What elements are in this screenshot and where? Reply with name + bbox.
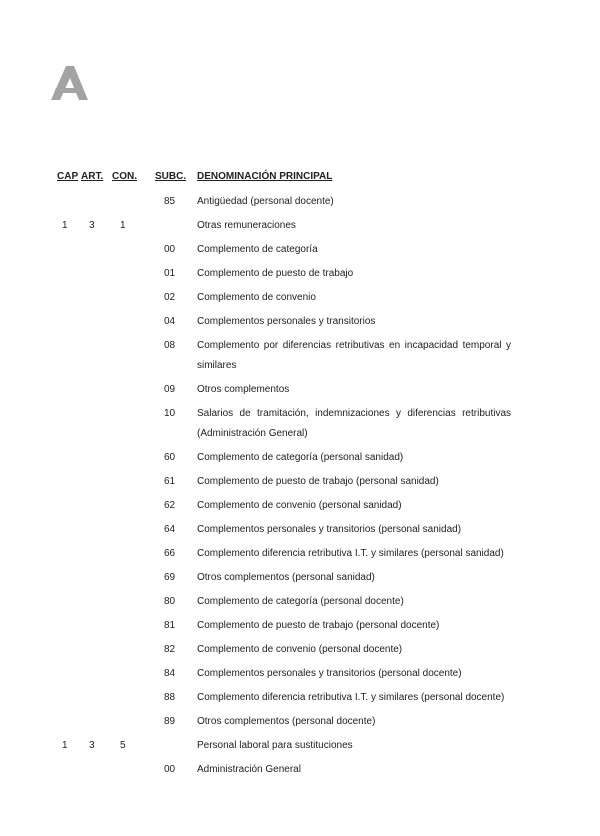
cell-subc: 04	[164, 316, 176, 327]
table-row	[0, 734, 600, 758]
cell-denominacion: Otros complementos (personal sanidad)	[197, 572, 375, 583]
budget-classification-table	[0, 168, 600, 782]
header-denominacion: DENOMINACIÓN PRINCIPAL	[197, 171, 333, 182]
cell-subc: 60	[164, 452, 176, 463]
table-row	[0, 310, 600, 334]
cell-denominacion: Otros complementos	[197, 384, 290, 395]
table-row	[0, 402, 600, 446]
cell-subc: 10	[164, 408, 176, 419]
cell-denominacion: Complementos personales y transitorios (personal docente)	[197, 668, 462, 679]
table-row	[0, 542, 600, 566]
table-row	[0, 758, 600, 782]
cell-denominacion: Otros complementos (personal docente)	[197, 716, 376, 727]
cell-denominacion: Complementos personales y transitorios	[197, 316, 376, 327]
cell-denominacion: Personal laboral para sustituciones	[197, 740, 353, 751]
cell-subc: 88	[164, 692, 176, 703]
cell-subc: 66	[164, 548, 176, 559]
table-row	[0, 638, 600, 662]
header-con: CON.	[112, 171, 137, 182]
cell-denominacion: Complemento diferencia retributiva I.T. y similares (personal docente)	[197, 692, 505, 703]
header-subc: SUBC.	[155, 171, 187, 182]
table-body	[0, 190, 600, 782]
cell-subc: 89	[164, 716, 176, 727]
table-row	[0, 614, 600, 638]
table-row	[0, 686, 600, 710]
table-row	[0, 286, 600, 310]
cell-subc: 69	[164, 572, 176, 583]
cell-denominacion: Antigüedad (personal docente)	[197, 196, 334, 207]
cell-denominacion: Complemento de categoría (personal docente)	[197, 596, 404, 607]
header-cap: CAP	[57, 171, 79, 182]
cell-art: 3	[89, 220, 95, 231]
cell-denominacion: Complemento de puesto de trabajo (personal sanidad)	[197, 476, 439, 487]
table-row	[0, 262, 600, 286]
cell-subc: 81	[164, 620, 176, 631]
table-row	[0, 214, 600, 238]
cell-subc: 80	[164, 596, 176, 607]
cell-cap: 1	[62, 740, 68, 751]
cell-denominacion: Complemento por diferencias retributivas en incapacidad temporal y similares	[197, 340, 511, 371]
table-row	[0, 566, 600, 590]
cell-art: 3	[89, 740, 95, 751]
cell-subc: 61	[164, 476, 176, 487]
table-header	[0, 168, 600, 190]
cell-denominacion: Complemento de convenio	[197, 292, 316, 303]
table-row	[0, 190, 600, 214]
table-row	[0, 378, 600, 402]
table-row	[0, 518, 600, 542]
cell-subc: 00	[164, 764, 176, 775]
cell-subc: 85	[164, 196, 176, 207]
header-art: ART.	[81, 171, 104, 182]
table-row	[0, 494, 600, 518]
cell-denominacion: Complemento de categoría (personal sanidad)	[197, 452, 404, 463]
cell-subc: 00	[164, 244, 176, 255]
table-row	[0, 238, 600, 262]
cell-denominacion: Salarios de tramitación, indemnizaciones y diferencias retributivas (Administración General)	[197, 408, 511, 439]
cell-subc: 01	[164, 268, 176, 279]
cell-subc: 09	[164, 384, 176, 395]
table-row	[0, 446, 600, 470]
cell-con: 1	[120, 220, 126, 231]
cell-con: 5	[120, 740, 126, 751]
table-row	[0, 590, 600, 614]
cell-subc: 82	[164, 644, 176, 655]
cell-denominacion: Complementos personales y transitorios (personal sanidad)	[197, 524, 462, 535]
cell-subc: 62	[164, 500, 176, 511]
cell-denominacion: Complemento diferencia retributiva I.T. y similares (personal sanidad)	[197, 548, 504, 559]
cell-denominacion: Complemento de categoría	[197, 244, 318, 255]
cell-subc: 84	[164, 668, 176, 679]
cell-subc: 08	[164, 340, 176, 351]
table-row	[0, 470, 600, 494]
cell-denominacion: Complemento de puesto de trabajo	[197, 268, 354, 279]
cell-denominacion: Complemento de puesto de trabajo (personal docente)	[197, 620, 440, 631]
cell-subc: 02	[164, 292, 176, 303]
table-row	[0, 710, 600, 734]
cell-denominacion: Otras remuneraciones	[197, 220, 296, 231]
table-row	[0, 662, 600, 686]
cell-denominacion: Complemento de convenio (personal sanidad)	[197, 500, 402, 511]
cell-denominacion: Administración General	[197, 764, 301, 775]
cell-denominacion: Complemento de convenio (personal docente)	[197, 644, 403, 655]
cell-cap: 1	[62, 220, 68, 231]
stylized-a-logo	[50, 66, 88, 100]
table-row	[0, 334, 600, 378]
cell-subc: 64	[164, 524, 176, 535]
